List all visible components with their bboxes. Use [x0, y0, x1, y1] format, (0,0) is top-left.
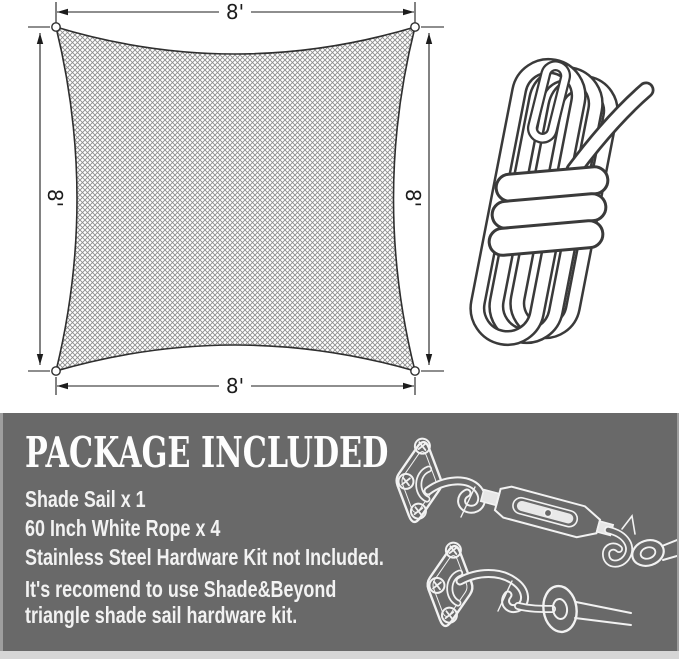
note-line-2: triangle shade sail hardware kit.: [25, 602, 298, 628]
package-included-banner: [0, 413, 679, 651]
package-item-hardware-note: Stainless Steel Hardware Kit not Included.: [25, 544, 384, 570]
dim-right-label: 8': [401, 188, 425, 208]
note-line-1: It's recomend to use Shade&Beyond: [25, 576, 337, 602]
sail-mesh-shape: [56, 27, 415, 371]
package-item-rope: 60 Inch White Rope x 4: [25, 515, 221, 541]
bottom-edge-strip: [0, 651, 679, 659]
banner-title: PACKAGE INCLUDED: [25, 428, 389, 477]
dim-left-label: 8': [43, 188, 67, 208]
rope-coil-icon: [472, 61, 646, 343]
dim-top-label: 8': [225, 0, 245, 24]
dim-bottom-label: 8': [225, 374, 245, 398]
package-item-shade-sail: Shade Sail x 1: [25, 486, 146, 512]
recommendation-note: [25, 576, 677, 628]
